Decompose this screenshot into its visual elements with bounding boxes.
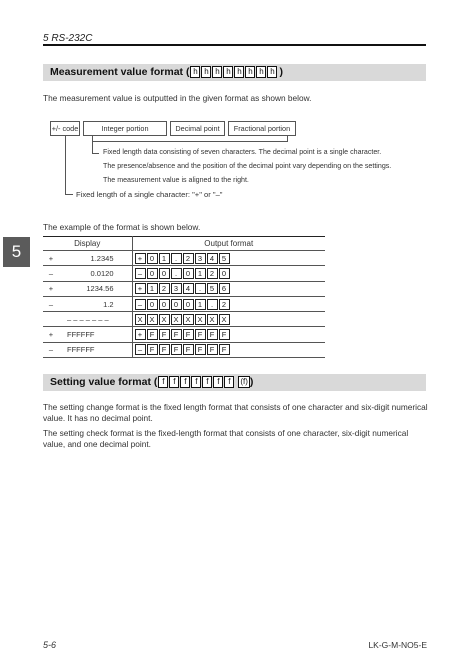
output-char-box: – (135, 268, 146, 279)
output-char-box: 2 (183, 253, 194, 264)
chapter-tab[interactable]: 5 (3, 237, 30, 267)
output-char-box: F (183, 344, 194, 355)
output-char-box: F (171, 329, 182, 340)
output-char-box: – (135, 299, 146, 310)
note-sign-char: Fixed length of a single character: "+" or "–" (76, 190, 223, 199)
display-value: 1.2345 (90, 253, 114, 263)
output-char-box: 0 (147, 299, 158, 310)
header-rule (43, 44, 426, 46)
setting-heading (50, 376, 253, 388)
example-intro: The example of the format is shown below. (43, 222, 201, 232)
format-char-box: h (267, 66, 277, 78)
output-char-box: 1 (147, 283, 158, 294)
display-value: – – – – – – – (67, 314, 109, 324)
format-char-box: h (212, 66, 222, 78)
format-char-box: f (202, 376, 212, 388)
measurement-heading-prefix: Measurement value format ( (50, 66, 190, 78)
output-char-box: . (207, 299, 218, 310)
setting-heading-bar (43, 374, 426, 391)
output-char-box: F (207, 329, 218, 340)
display-cell (43, 296, 132, 311)
setting-heading-suffix: ) (249, 376, 254, 388)
table-row (43, 327, 325, 342)
output-char-box: X (183, 314, 194, 325)
format-box-decimal: Decimal point (170, 121, 225, 136)
output-char-box: 6 (219, 283, 230, 294)
display-sign: – (48, 268, 54, 278)
output-char-box: 1 (195, 268, 206, 279)
measurement-heading-chars (190, 66, 278, 78)
output-char-box: F (183, 329, 194, 340)
table-row (43, 266, 325, 281)
display-cell (43, 251, 132, 266)
output-char-box: 0 (147, 253, 158, 264)
format-char-box: f (213, 376, 223, 388)
sign-connector-tick (65, 194, 73, 195)
output-char-box: F (219, 329, 230, 340)
output-char-box: F (159, 329, 170, 340)
document-code: LK-G-M-NO5-E (368, 640, 427, 650)
display-value: 1234.56 (86, 284, 114, 294)
output-char-box: F (147, 344, 158, 355)
setting-paragraph-check: The setting check format is the fixed-length format that consists of one character, six-digit numerical value, and one decimal point. (43, 428, 409, 449)
output-char-box: 0 (159, 299, 170, 310)
output-char-box: X (171, 314, 182, 325)
display-value: FFFFFF (67, 345, 95, 355)
format-box-integer: Integer portion (83, 121, 167, 136)
output-cell (132, 296, 325, 311)
table-row (43, 251, 325, 266)
output-char-box: X (135, 314, 146, 325)
output-cell (132, 342, 325, 357)
output-char-box: X (219, 314, 230, 325)
format-char-box: h (201, 66, 211, 78)
setting-heading-paren-char: (f) (240, 377, 248, 386)
output-cell (132, 312, 325, 327)
format-char-box: f (224, 376, 234, 388)
setting-heading-chars (158, 376, 235, 388)
bracket-right (287, 136, 288, 142)
display-value: 0.0120 (90, 268, 114, 278)
table-row (43, 281, 325, 296)
format-char-box: f (169, 376, 179, 388)
measurement-heading-bar (43, 64, 426, 81)
display-cell (43, 327, 132, 342)
output-char-box: 1 (159, 253, 170, 264)
output-char-box: 0 (147, 268, 158, 279)
output-char-box: . (171, 268, 182, 279)
format-char-box: h (256, 66, 266, 78)
output-char-box: 2 (207, 268, 218, 279)
output-char-box: X (195, 314, 206, 325)
format-char-box: h (190, 66, 200, 78)
output-char-box: 0 (171, 299, 182, 310)
output-char-box: F (195, 344, 206, 355)
display-sign: – (48, 345, 54, 355)
output-char-box: X (159, 314, 170, 325)
output-char-box: X (207, 314, 218, 325)
format-char-box: h (223, 66, 233, 78)
format-char-box: f (191, 376, 201, 388)
output-char-box: – (135, 344, 146, 355)
table-body (43, 251, 325, 358)
output-char-box: F (171, 344, 182, 355)
output-char-box: F (207, 344, 218, 355)
column-header-output: Output format (132, 237, 325, 251)
page-number: 5-6 (43, 640, 57, 650)
display-sign: – (48, 299, 54, 309)
setting-paragraph-change: The setting change format is the fixed length format that consists of one character and six-digit numerical value. It has no decimal point. (43, 402, 428, 423)
display-sign: + (48, 284, 54, 294)
format-char-box: f (180, 376, 190, 388)
output-char-box: F (195, 329, 206, 340)
output-char-box: 1 (195, 299, 206, 310)
display-sign: + (48, 253, 54, 263)
output-cell (132, 266, 325, 281)
chapter-header: 5 RS-232C (43, 33, 93, 44)
note-right-aligned: The measurement value is aligned to the right. (103, 176, 249, 184)
bracket-bar (92, 141, 288, 142)
format-example-table (43, 236, 325, 358)
output-char-box: 4 (207, 253, 218, 264)
output-char-box: . (171, 253, 182, 264)
display-value: FFFFFF (67, 330, 95, 340)
output-char-box: 5 (219, 253, 230, 264)
display-sign: + (48, 330, 54, 340)
output-char-box: + (135, 283, 146, 294)
table-row (43, 296, 325, 311)
output-char-box: X (147, 314, 158, 325)
display-cell (43, 342, 132, 357)
output-char-box: 0 (183, 268, 194, 279)
note-seven-chars: Fixed length data consisting of seven characters. The decimal point is a single character. (103, 148, 382, 156)
output-char-box: F (147, 329, 158, 340)
output-char-box: 3 (195, 253, 206, 264)
output-char-box: 2 (159, 283, 170, 294)
output-char-box: 0 (219, 268, 230, 279)
format-char-box: h (245, 66, 255, 78)
format-char-box: f (158, 376, 168, 388)
output-char-box: 2 (219, 299, 230, 310)
format-box-sign: +/- code (50, 121, 80, 136)
output-char-box: 3 (171, 283, 182, 294)
output-char-box: + (135, 253, 146, 264)
output-char-box: . (195, 283, 206, 294)
sign-connector-line (65, 136, 66, 195)
output-char-box: 4 (183, 283, 194, 294)
table-header-row (43, 237, 325, 251)
measurement-heading-suffix: ) (279, 66, 283, 78)
display-value: 1.2 (103, 299, 114, 309)
output-char-box: 5 (207, 283, 218, 294)
output-char-box: 0 (159, 268, 170, 279)
display-cell (43, 281, 132, 296)
output-cell (132, 281, 325, 296)
display-cell (43, 312, 132, 327)
format-char-box: h (234, 66, 244, 78)
display-cell (43, 266, 132, 281)
bracket-drop-tick (92, 153, 99, 154)
measurement-heading (50, 66, 283, 78)
format-box-fraction: Fractional portion (228, 121, 296, 136)
output-char-box: + (135, 329, 146, 340)
output-cell (132, 251, 325, 266)
output-char-box: 0 (183, 299, 194, 310)
output-cell (132, 327, 325, 342)
table-row (43, 312, 325, 327)
output-char-box: F (159, 344, 170, 355)
table-row (43, 342, 325, 357)
note-decimal-position: The presence/absence and the position of the decimal point vary depending on the settings. (103, 162, 392, 170)
output-char-box: F (219, 344, 230, 355)
setting-heading-prefix: Setting value format ( (50, 376, 158, 388)
measurement-intro: The measurement value is outputted in the given format as shown below. (43, 93, 312, 103)
column-header-display: Display (43, 237, 132, 251)
